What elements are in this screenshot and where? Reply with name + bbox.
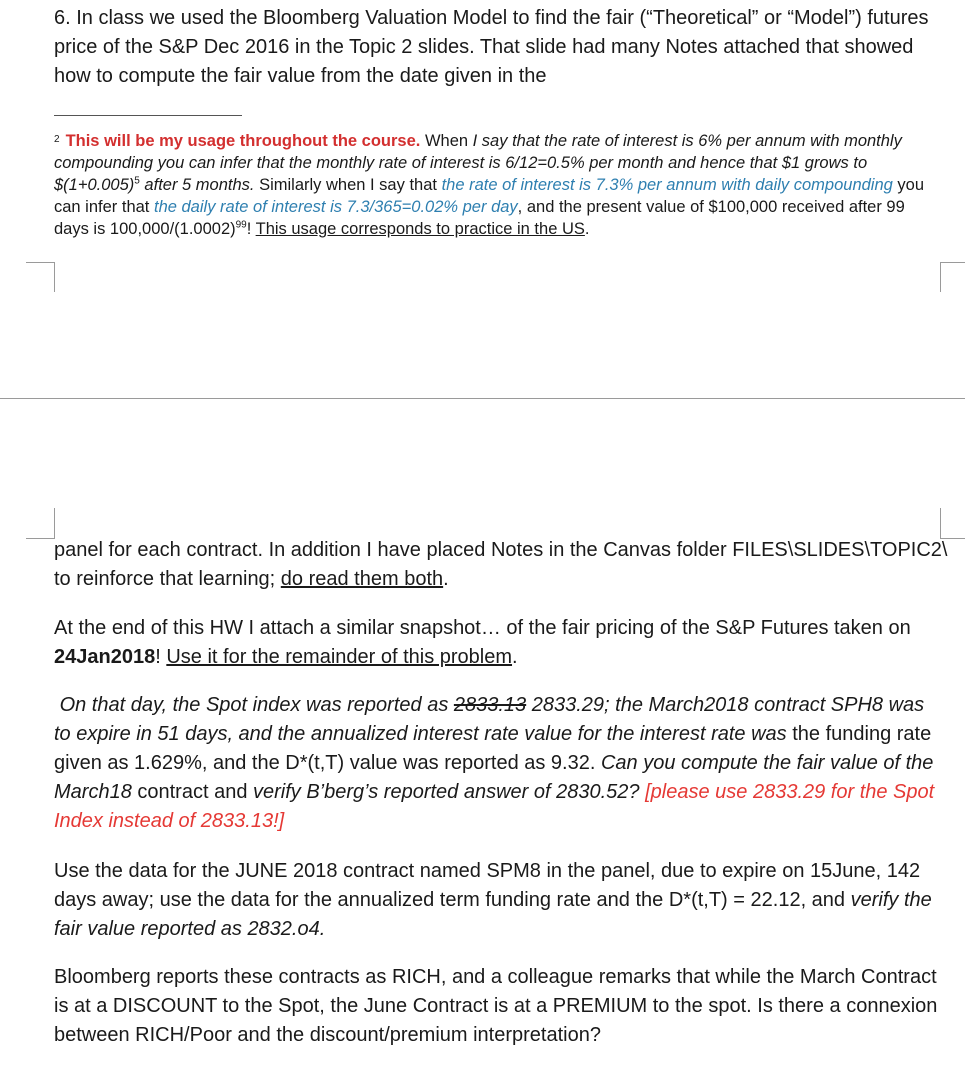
rich-poor-paragraph: Bloomberg reports these contracts as RICH, and a colleague remarks that while the March Contract is at a DISCOUNT to the Spot, the June Contract is at a PREMIUM to the spot. Is there a connexion between RICH/Poor and the discount/premium interpretation? [54,966,938,1046]
footnote-2: $^2$ This will be my usage throughout the course. When I say that the rate of interest is 6% per annum with monthly compounding you can infer that the monthly rate of interest is 6/12=0.5% per month and hence that $1 grows to $\$(1+0.005)^5$ after 5 months. Similarly when I say that the rate of interest is 7.3% per annum with daily compounding you can infer that the daily rate of interest is 7.3/365=0.02% per day, and the present value of $100,000 received after 99 days is $100,000/(1.0002)^{99}$! This usage corresponds to practice in the US. [54,132,925,238]
crop-mark [26,538,55,539]
crop-mark [26,262,55,263]
question-6-continued: panel for each contract. In addition I have placed Notes in the Canvas folder FILES\SLIDES\TOPIC2\ to reinforce that learning; do read them both. [54,539,948,590]
crop-mark [940,508,941,538]
footnote-lead: This will be my usage throughout the course. [65,132,421,150]
march-contract-paragraph: On that day, the Spot index was reported as 2833.13 2833.29; the March2018 contract SPH8 was to expire in 51 days, and the annualized interest rate value for the interest rate was the funding rate given as 1.629%, and the D*(t,T) value was reported as 9.32. Can you compute the fair value of the March18 contract and verify B’berg’s reported answer of 2830.52? [please use 2833.29 for the Spot Index instead of 2833.13!] [54,694,935,832]
june-contract-paragraph: Use the data for the JUNE 2018 contract named SPM8 in the panel, due to expire on 15June, 142 days away; use the data for the annualized term funding rate and the D*(t,T) = 22.12, and verify the fair value reported as 2832.o4. [54,860,932,940]
footnote-marker: 2 [54,134,60,145]
daily-rate: the daily rate of interest is 7.3/365=0.02% per day [153,198,518,216]
snapshot-paragraph: At the end of this HW I attach a similar snapshot… of the fair pricing of the S&P Futures taken on 24Jan2018! Use it for the remainder of this problem. [54,617,911,668]
crop-mark [54,262,55,292]
crop-mark [54,508,55,538]
crop-mark [940,262,965,263]
question-6-intro: 6. In class we used the Bloomberg Valuation Model to find the fair (“Theoretical” or “Model”) futures price of the S&P Dec 2016 in the Topic 2 slides. That slide had many Notes attached that showed how to compute the fair value from the date given in the [54,7,929,87]
page-break [0,398,965,399]
daily-compounding-rate: the rate of interest is 7.3% per annum with daily compounding [441,176,893,194]
footnote-separator [54,115,242,116]
crop-mark [940,262,941,292]
spot-index-note: [please use 2833.29 for the Spot Index instead of 2833.13!] [54,781,935,832]
